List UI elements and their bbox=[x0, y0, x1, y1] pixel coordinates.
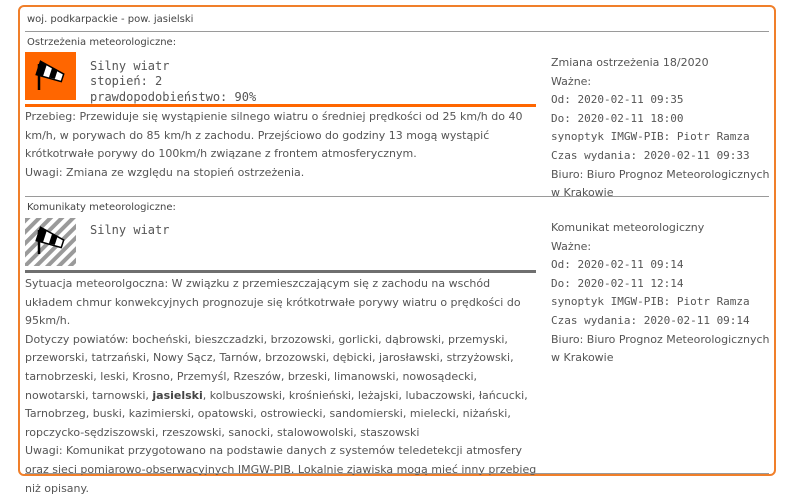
region-header: woj. podkarpackie - pow. jasielski bbox=[27, 14, 194, 25]
divider bbox=[25, 31, 769, 32]
warning-office: Biuro: Biuro Prognoz Meteorologicznych w Krakowie bbox=[551, 167, 770, 200]
warning-level: stopień: 2 bbox=[90, 74, 163, 88]
divider bbox=[25, 196, 769, 197]
bulletin-issued: Czas wydania: 2020-02-11 09:14 bbox=[551, 313, 750, 327]
bulletin-type: Komunikat meteorologiczny bbox=[551, 221, 705, 234]
warning-change: Zmiana ostrzeżenia 18/2020 bbox=[551, 56, 709, 69]
windsock-hatched-icon bbox=[25, 218, 76, 266]
bulletin-forecaster: synoptyk IMGW-PIB: Piotr Ramza bbox=[551, 295, 750, 309]
warning-section-label: Ostrzeżenia meteorologiczne: bbox=[27, 37, 177, 48]
weather-panel bbox=[18, 5, 776, 495]
bulletin-from: Od: 2020-02-11 09:14 bbox=[551, 258, 684, 272]
warning-issued: Czas wydania: 2020-02-11 09:33 bbox=[551, 148, 750, 162]
bulletin-bar bbox=[25, 270, 536, 273]
bulletin-remarks: Uwagi: Komunikat przygotowano na podstawie danych z systemów teledetekcji atmosfery oraz sieci pomiarowo-obserwacyjnych IMGW-PIB. Lokalnie zjawiska mogą mieć inny przebieg niż opisany. bbox=[25, 444, 537, 495]
warning-title: Silny wiatr bbox=[90, 59, 170, 73]
warning-description bbox=[25, 108, 537, 182]
bulletin-districts-after: , kolbuszowski, krośnieński, leżajski, lubaczowski, łańcucki, Tarnobrzeg, buski, kazimierski, opatowski, ostrowiecki, sandomierski, mielecki, niżański, ropczycko-sędziszowski, rzeszowski, sanocki, stalowowolski, staszowski bbox=[25, 388, 528, 439]
warning-level-bar bbox=[25, 104, 536, 107]
warning-probability: prawdopodobieństwo: 90% bbox=[90, 90, 257, 104]
bulletin-valid-label: Ważne: bbox=[551, 239, 592, 253]
warning-remarks: Uwagi: Zmiana ze względu na stopień ostrzeżenia. bbox=[25, 165, 305, 179]
bulletin-description bbox=[25, 275, 541, 498]
warning-forecaster: synoptyk IMGW-PIB: Piotr Ramza bbox=[551, 130, 750, 144]
divider bbox=[25, 473, 769, 474]
bulletin-districts-before: Dotyczy powiatów: bocheński, bieszczadzki, brzozowski, gorlicki, dąbrowski, przemyski, przeworski, tatrzański, Nowy Sącz, Tarnów, brzozowski, dębicki, jarosławski, strzyżowski, tarnobrzeski, leski, Krosno, Przemyśl, Rzeszów, brzeski, limanowski, nowosądecki, nowotarski, tarnowski, bbox=[25, 332, 514, 402]
bulletin-district-highlight: jasielski bbox=[152, 388, 203, 402]
warning-description-text: Przebieg: Przewiduje się wystąpienie silnego wiatru o średniej prędkości od 25 km/h do 40 km/h, w porywach do 85 km/h z zachodu. Przejściowo do godziny 13 mogą wystąpić krótkotrwałe porywy do 100km/h związane z frontem atmosferycznym. bbox=[25, 110, 523, 161]
warning-to: Do: 2020-02-11 18:00 bbox=[551, 111, 684, 125]
warning-details bbox=[551, 54, 771, 203]
bulletin-office: Biuro: Biuro Prognoz Meteorologicznych w Krakowie bbox=[551, 332, 770, 365]
bulletin-details bbox=[551, 219, 771, 368]
warning-valid-label: Ważne: bbox=[551, 74, 592, 88]
bulletin-title: Silny wiatr bbox=[90, 223, 170, 237]
warning-from: Od: 2020-02-11 09:35 bbox=[551, 93, 684, 107]
windsock-icon bbox=[25, 52, 76, 100]
bulletin-districts bbox=[25, 331, 541, 443]
bulletin-situation: Sytuacja meteorolgoczna: W związku z przemieszczającym się z zachodu na wschód układem chmur konwekcyjnych prognozuje się krótkotrwałe porywy wiatru o prędkości do 95km/h. bbox=[25, 277, 521, 328]
bulletin-section-label: Komunikaty meteorologiczne: bbox=[27, 202, 176, 213]
bulletin-to: Do: 2020-02-11 12:14 bbox=[551, 276, 684, 290]
